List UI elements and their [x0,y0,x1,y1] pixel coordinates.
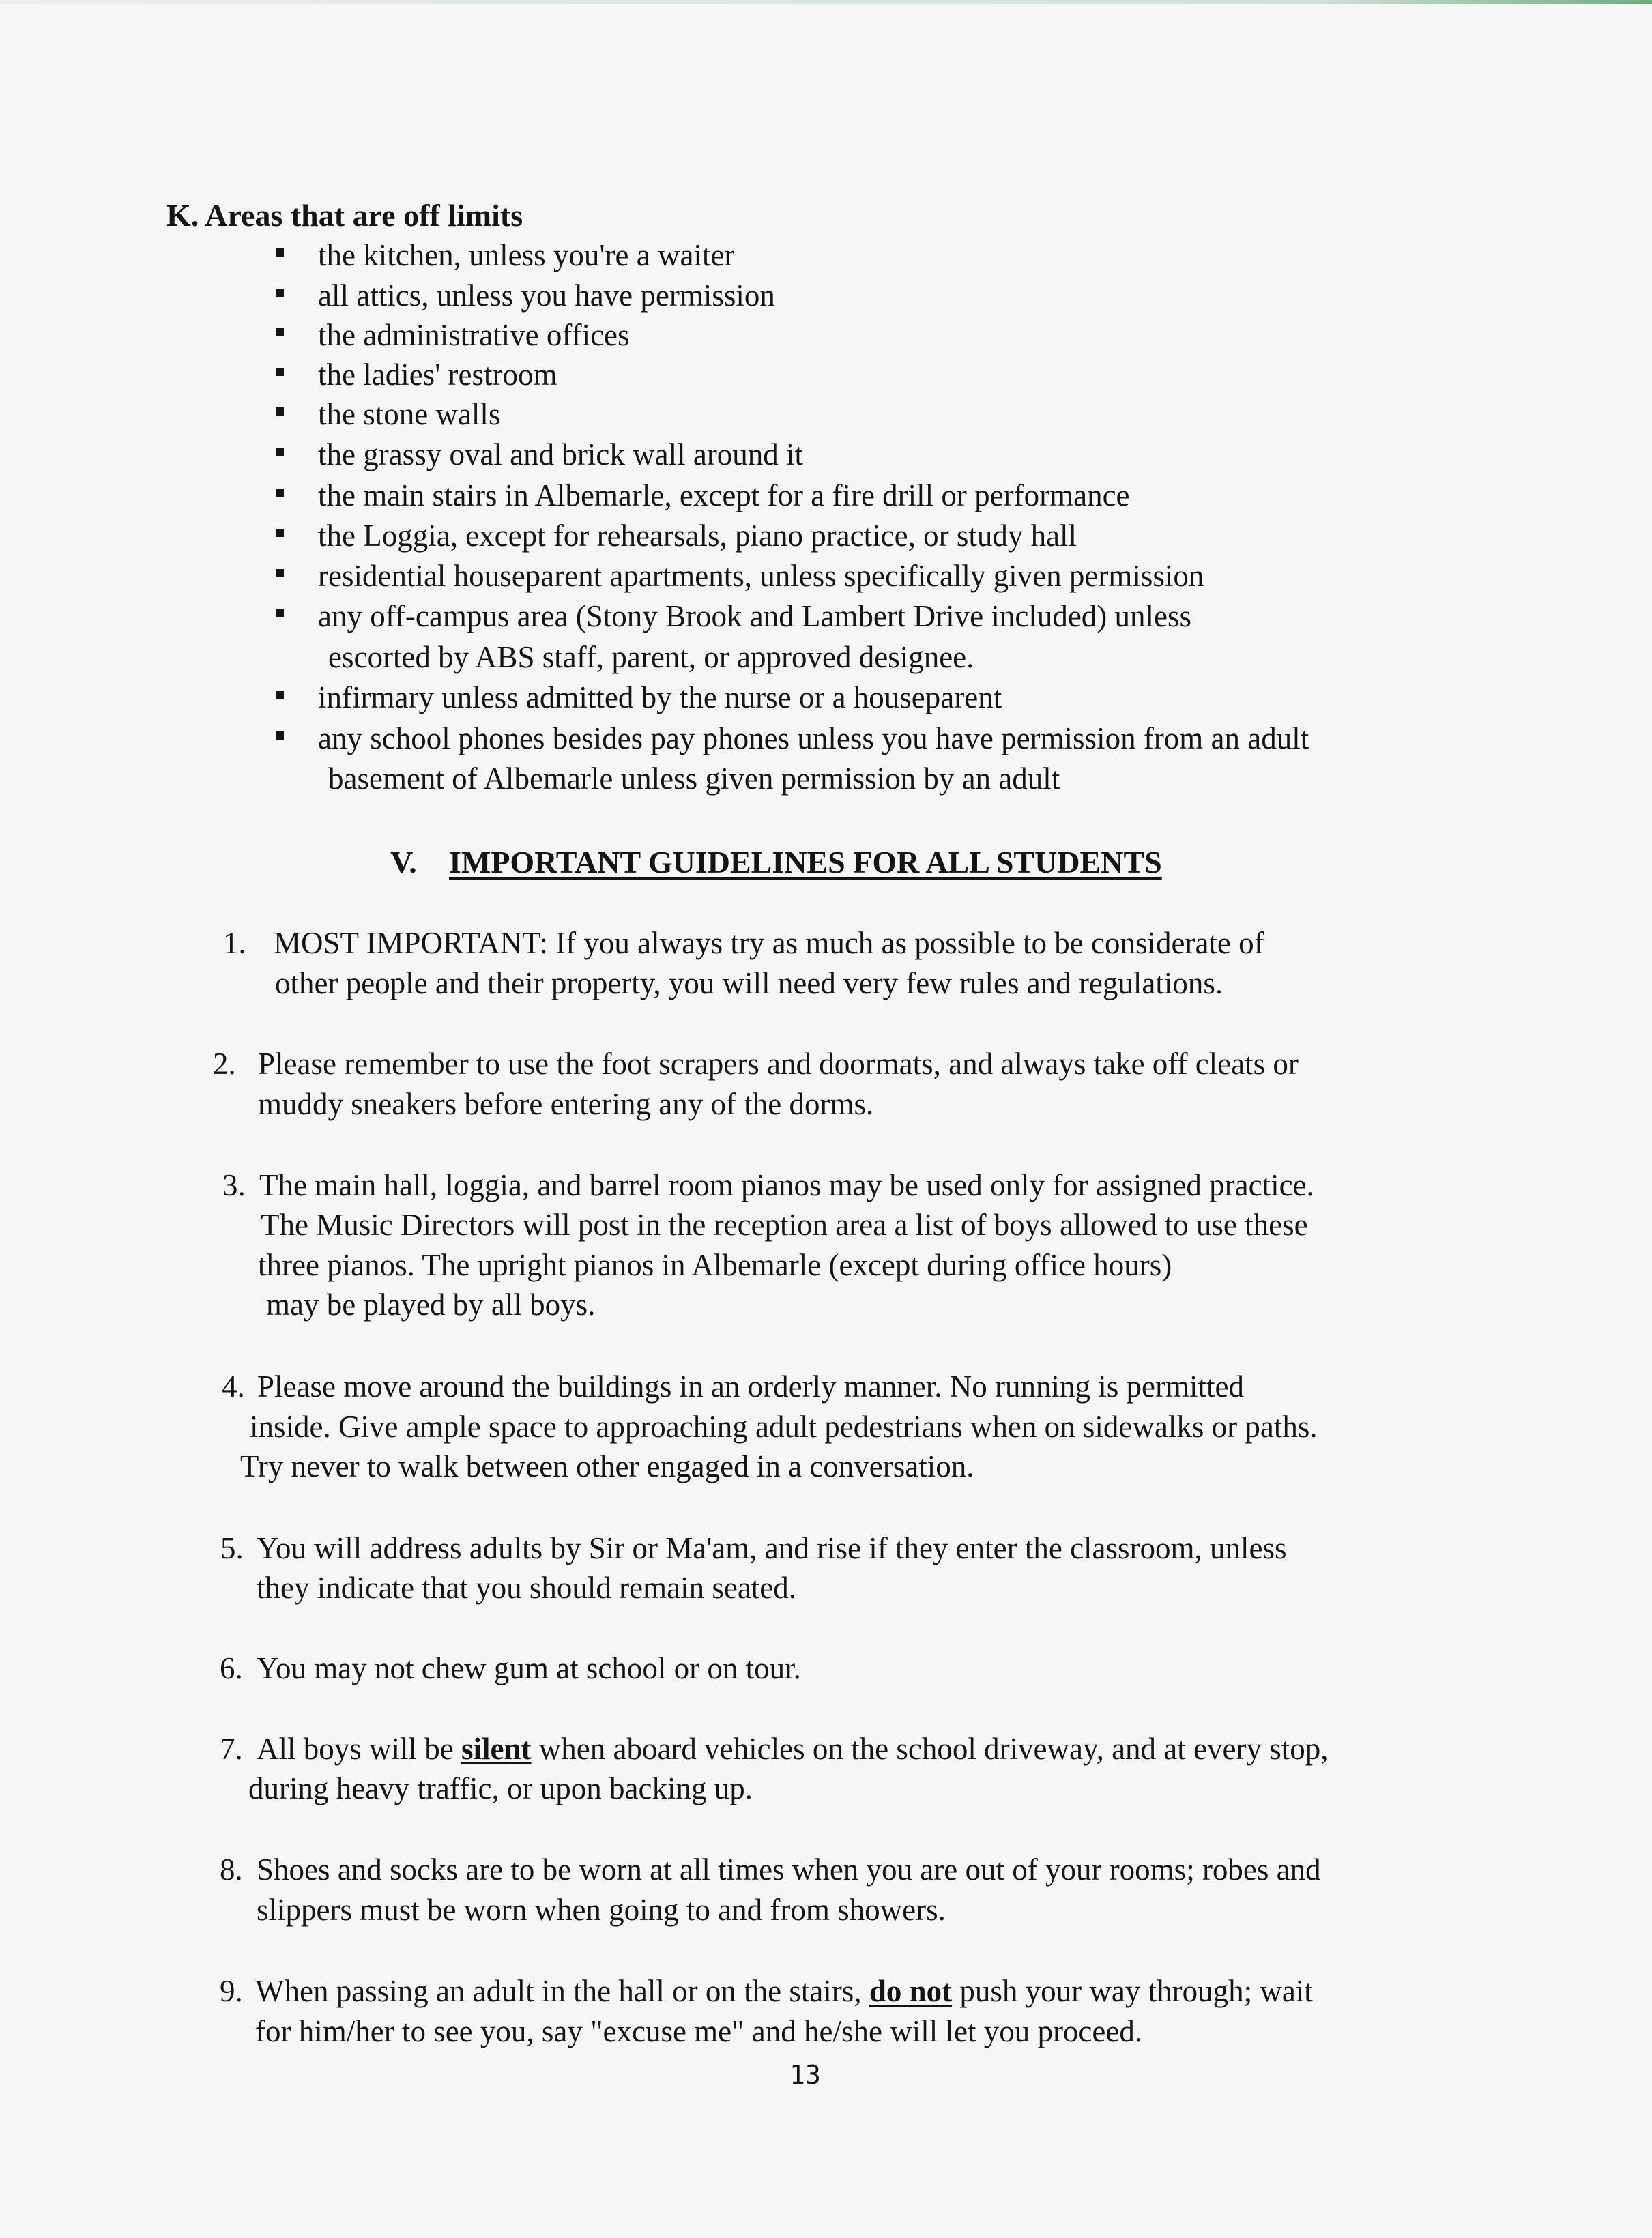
page-number: 13 [789,2060,821,2090]
guideline-number: 4. [222,1369,245,1404]
bullet-icon [276,489,284,497]
bullet-icon [276,731,284,740]
guideline-number: 2. [213,1047,236,1081]
guideline-text-part: when aboard vehicles on the school driveway, and at every stop, [531,1732,1329,1766]
list-item: residential houseparent apartments, unless specifically given permission [318,559,1204,593]
guideline-text: slippers must be worn when going to and from showers. [257,1893,946,1927]
section-v-heading [390,843,1162,882]
list-item: the kitchen, unless you're a waiter [318,238,735,272]
emphasis-silent: silent [461,1732,532,1766]
list-item: basement of Albemarle unless given permission by an adult [328,761,1060,796]
list-item-continuation: escorted by ABS staff, parent, or approved designee. [328,640,974,674]
list-item: any off-campus area (Stony Brook and Lambert Drive included) unless [318,599,1192,633]
bullet-icon [276,569,284,577]
guideline-number: 8. [220,1852,243,1887]
guideline-number: 5. [220,1531,244,1565]
guideline-text: Please remember to use the foot scrapers and doormats, and always take off cleats or [258,1047,1299,1081]
emphasis-do-not: do not [869,1974,953,2008]
bullet-icon [276,289,284,297]
list-item: any school phones besides pay phones unless you have permission from an adult [318,721,1309,755]
section-k-heading: K. Areas that are off limits [166,198,523,233]
bullet-icon [276,691,284,699]
guideline-text: The Music Directors will post in the reception area a list of boys allowed to use these [261,1208,1308,1242]
list-item: the main stairs in Albemarle, except for a fire drill or performance [318,478,1130,512]
bullet-icon [276,407,284,416]
list-item: the ladies' restroom [318,358,557,392]
guideline-text-part: push your way through; wait [952,1974,1313,2008]
guideline-text: The main hall, loggia, and barrel room pianos may be used only for assigned practice. [259,1168,1314,1202]
bullet-icon [276,529,284,537]
guideline-number: 9. [220,1974,243,2008]
guideline-text [255,1972,1313,2010]
guideline-text: Shoes and socks are to be worn at all times when you are out of your rooms; robes and [257,1852,1321,1887]
guideline-text: You may not chew gum at school or on tour. [257,1651,801,1685]
list-item: the grassy oval and brick wall around it [318,437,804,471]
bullet-icon [276,448,284,456]
list-item: the Loggia, except for rehearsals, piano practice, or study hall [318,519,1077,553]
guideline-text: during heavy traffic, or upon backing up. [248,1771,753,1805]
guideline-text: inside. Give ample space to approaching adult pedestrians when on sidewalks or paths. [250,1410,1318,1444]
guideline-text: three pianos. The upright pianos in Albemarle (except during office hours) [258,1248,1172,1282]
bullet-icon [276,368,284,376]
guideline-text: they indicate that you should remain seated. [257,1571,797,1605]
list-item: all attics, unless you have permission [318,278,775,313]
bullet-icon [276,609,284,617]
bullet-icon [276,248,284,257]
list-item: infirmary unless admitted by the nurse or a houseparent [318,680,1002,714]
guideline-text: for him/her to see you, say "excuse me" and he/she will let you proceed. [255,2014,1143,2048]
list-item: the administrative offices [318,318,630,352]
guideline-text: may be played by all boys. [266,1288,596,1322]
bullet-icon [276,328,284,336]
guideline-number: 1. [223,926,246,960]
guideline-number: 7. [220,1732,243,1766]
guideline-text-part: When passing an adult in the hall or on the stairs, [255,1974,869,2008]
guideline-text [257,1730,1328,1768]
guideline-text: Try never to walk between other engaged in a conversation. [240,1449,974,1483]
guideline-text: You will address adults by Sir or Ma'am, and rise if they enter the classroom, unless [257,1531,1287,1565]
guideline-number: 6. [220,1651,243,1685]
section-title: IMPORTANT GUIDELINES FOR ALL STUDENTS [449,845,1162,880]
guideline-text: Please move around the buildings in an orderly manner. No running is permitted [257,1369,1244,1404]
guideline-text: muddy sneakers before entering any of the dorms. [258,1087,874,1121]
guideline-text: MOST IMPORTANT: If you always try as much as possible to be considerate of [274,926,1264,960]
list-item: the stone walls [318,397,501,431]
guideline-text: other people and their property, you will need very few rules and regulations. [275,966,1223,1000]
guideline-number: 3. [222,1168,246,1202]
guideline-text-part: All boys will be [257,1732,461,1766]
page-top-edge [0,0,1652,4]
section-number: V. [390,845,417,880]
